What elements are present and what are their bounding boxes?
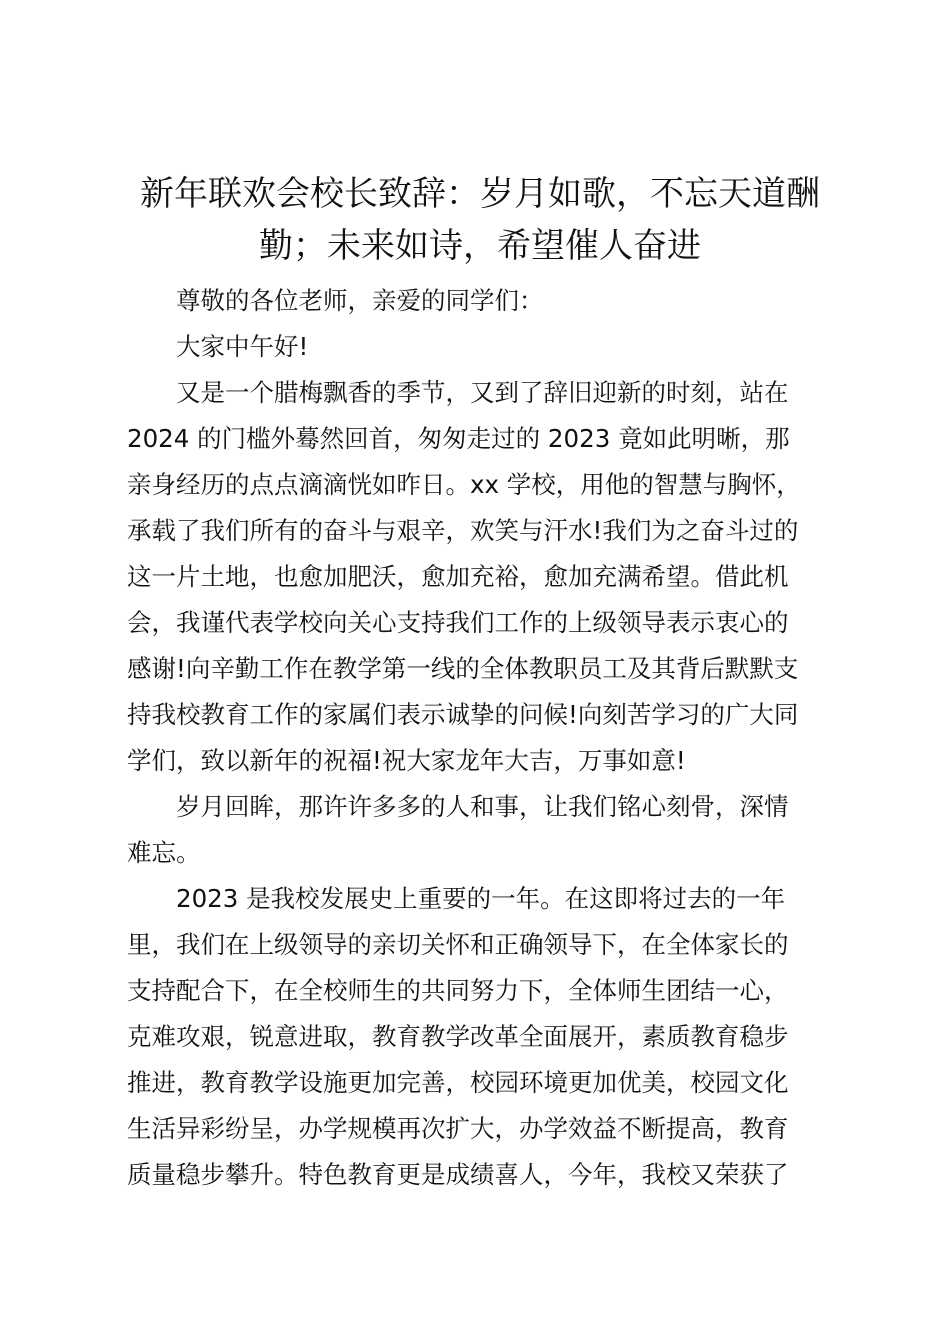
salutation-paragraph <box>127 278 833 324</box>
text-line: 支持配合下，在全校师生的共同努力下，全体师生团结一心， <box>127 976 789 1005</box>
text-line: 尊敬的各位老师，亲爱的同学们： <box>176 286 544 315</box>
greeting-paragraph <box>127 324 833 370</box>
text-line: 生活异彩纷呈，办学规模再次扩大，办学效益不断提高，教育 <box>127 1114 789 1143</box>
body-paragraph-2 <box>127 784 833 876</box>
document-title <box>127 168 833 272</box>
text-line: 学们，致以新年的祝福!祝大家龙年大吉，万事如意! <box>127 746 686 775</box>
text-line: 承载了我们所有的奋斗与艰辛，欢笑与汗水!我们为之奋斗过的 <box>127 516 799 545</box>
document-body <box>127 278 833 1198</box>
text-line: 大家中午好! <box>176 332 309 361</box>
text-line: 亲身经历的点点滴滴恍如昨日。xx 学校，用他的智慧与胸怀， <box>127 470 801 499</box>
text-line: 里，我们在上级领导的亲切关怀和正确领导下，在全体家长的 <box>127 930 789 959</box>
text-line: 2024 的门槛外蓦然回首，匆匆走过的 2023 竟如此明晰，那 <box>127 424 790 453</box>
text-line: 岁月回眸，那许许多多的人和事，让我们铭心刻骨，深情 <box>176 792 789 821</box>
text-line: 会，我谨代表学校向关心支持我们工作的上级领导表示衷心的 <box>127 608 789 637</box>
text-line: 克难攻艰，锐意进取，教育教学改革全面展开，素质教育稳步 <box>127 1022 789 1051</box>
text-line: 质量稳步攀升。特色教育更是成绩喜人，今年，我校又荣获了 <box>127 1160 789 1189</box>
body-paragraph-1 <box>127 370 833 784</box>
text-line: 难忘。 <box>127 838 201 867</box>
text-line: 这一片土地，也愈加肥沃，愈加充裕，愈加充满希望。借此机 <box>127 562 789 591</box>
title-line: 新年联欢会校长致辞：岁月如歌，不忘天道酬 <box>140 174 820 214</box>
body-paragraph-3 <box>127 876 833 1198</box>
document-page <box>127 168 833 1198</box>
text-line: 推进，教育教学设施更加完善，校园环境更加优美，校园文化 <box>127 1068 789 1097</box>
text-line: 又是一个腊梅飘香的季节，又到了辞旧迎新的时刻，站在 <box>176 378 789 407</box>
title-line: 勤；未来如诗，希望催人奋进 <box>259 226 701 266</box>
text-line: 持我校教育工作的家属们表示诚挚的问候!向刻苦学习的广大同 <box>127 700 799 729</box>
text-line: 2023 是我校发展史上重要的一年。在这即将过去的一年 <box>176 884 786 913</box>
text-line: 感谢!向辛勤工作在教学第一线的全体教职员工及其背后默默支 <box>127 654 799 683</box>
